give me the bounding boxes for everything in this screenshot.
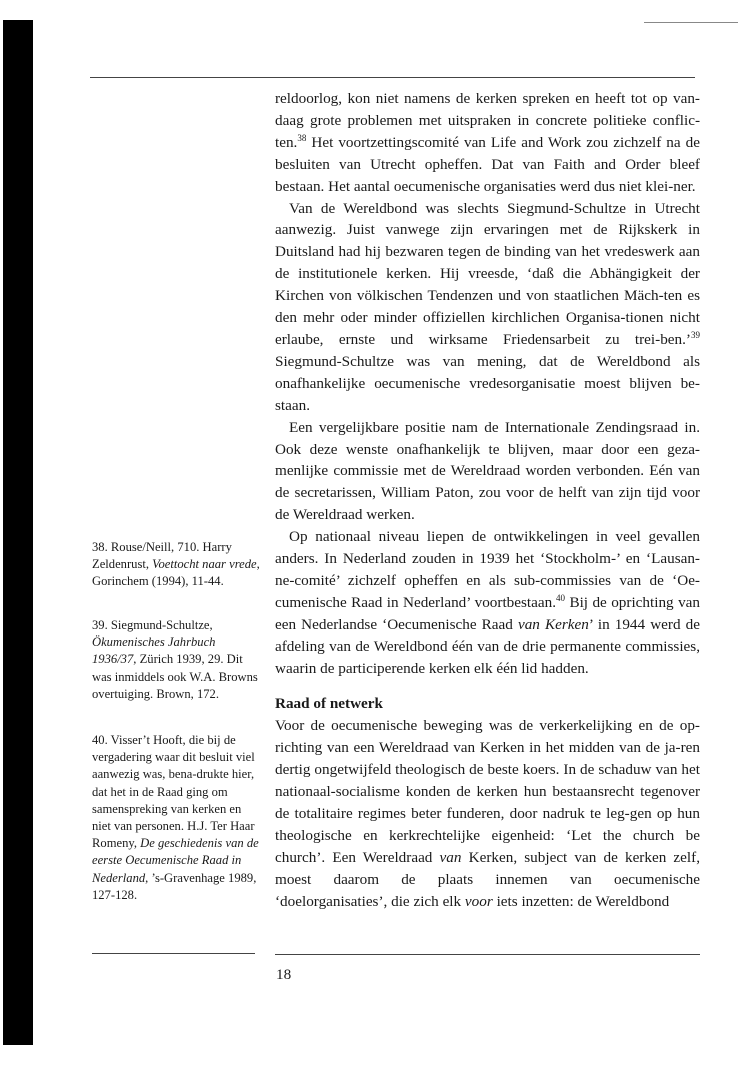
footnote-40: 40. Visser’t Hooft, die bij de vergadering waar dit besluit viel aanwezig was, bena-drukte hier, dat het in de Raad ging om samenspreking van kerken en niet van personen. H.J. Ter Haar Romeny, De geschiedenis van de eerste Oecumenische Raad in Nederland, ’s-Gravenhage 1989, 127-128. — [92, 733, 259, 902]
footnote-39: 39. Siegmund-Schultze, Ökumenisches Jahrbuch 1936/37, Zürich 1939, 29. Dit was inmiddels ook W.A. Browns overtuiging. Brown, 172. — [92, 618, 258, 701]
corner-rule — [644, 22, 738, 23]
main-text-column — [275, 88, 700, 913]
footnote-38: 38. Rouse/Neill, 710. Harry Zeldenrust, Voettocht naar vrede, Gorinchem (1994), 11-44. — [92, 540, 260, 589]
scan-edge-bar — [3, 20, 33, 1045]
page-number: 18 — [276, 966, 292, 983]
footnote-ref-39: 39 — [691, 329, 700, 340]
paragraph-2: Van de Wereldbond was slechts Siegmund-Schultze in Utrecht aanwezig. Juist vanwege zijn ervaringen met de Rijkskerk in Duitsland had hij bezwaren tegen de binding van het vredeswerk aan de institutionele kerken. Hij vreesde, ‘daß die Abhängigkeit der Kirchen von völkischen Tendenzen und von staatlichen Mäch-ten es den mehr oder minder offiziellen kirchlichen Organisa-tionen nicht erlaube, ernste und wirksame Friedensarbeit zu trei-ben.’$^{39}$ Siegmund-Schultze was van mening, dat de Wereldbond als onafhankelijke oecumenische vredesorganisatie moest blijven be-staan. — [275, 199, 700, 414]
footnote-ref-40: 40 — [556, 592, 566, 603]
header-rule — [90, 77, 695, 78]
paragraph-4: Op nationaal niveau liepen de ontwikkelingen in veel gevallen anders. In Nederland zouden in 1939 het ‘Stockholm-’ en ‘Lausan-ne-comité’ zichzelf opheffen en als sub-commissies van de ‘Oe-cumenische Raad in Nederland’ voortbestaan.$^{40}$ Bij de oprichting van een Nederlandse ‘Oecumenische Raad van Kerken’ in 1944 werd de afdeling van de Wereldbond één van de drie permanente commissies, waarin de participerende kerken elk één lid hadden. — [275, 528, 701, 677]
footer-rule — [275, 954, 700, 955]
footnote-ref-38: 38 — [297, 132, 307, 143]
paragraph-3: Een vergelijkbare positie nam de Internationale Zendingsraad in. Ook deze wenste onafhankelijk te blijven, maar door een geza-menlijke commissie met de Wereldraad worden verbonden. Eén van de secretarissen, William Paton, zou voor de helft van zijn tijd voor de Wereldraad werken. — [275, 418, 700, 524]
paragraph-5: Voor de oecumenische beweging was de verkerkelijking en de op-richting van een Wereldraad van Kerken in het midden van de ja-ren dertig ongetwijfeld theologisch de beste koers. In de schaduw van het nationaal-socialisme konden de kerken hun bestaansrecht tegenover de totalitaire regimes beter funderen, door nadruk te leg-gen op hun theologische en kerkrechtelijke eigenheid: ‘Let the church be church’. Een Wereldraad van Kerken, subject van de kerken zelf, moest daarom de plaats innemen van oecumenische ‘doelorganisaties’, die zich elk voor iets inzetten: de Wereldbond — [275, 717, 700, 910]
paragraph-1: reldoorlog, kon niet namens de kerken spreken en heeft tot op van-daag grote problemen met uitspraken in concrete politieke conflic-ten.$^{38}$ Het voortzettingscomité van Life and Work zou zichzelf na de besluiten van Utrecht opheffen. Dat van Faith and Order bleef bestaan. Het aantal oecumenische organisaties werd dus niet klei-ner. — [275, 90, 700, 195]
section-heading: Raad of netwerk — [275, 695, 383, 713]
footnote-column-rule — [92, 953, 255, 954]
